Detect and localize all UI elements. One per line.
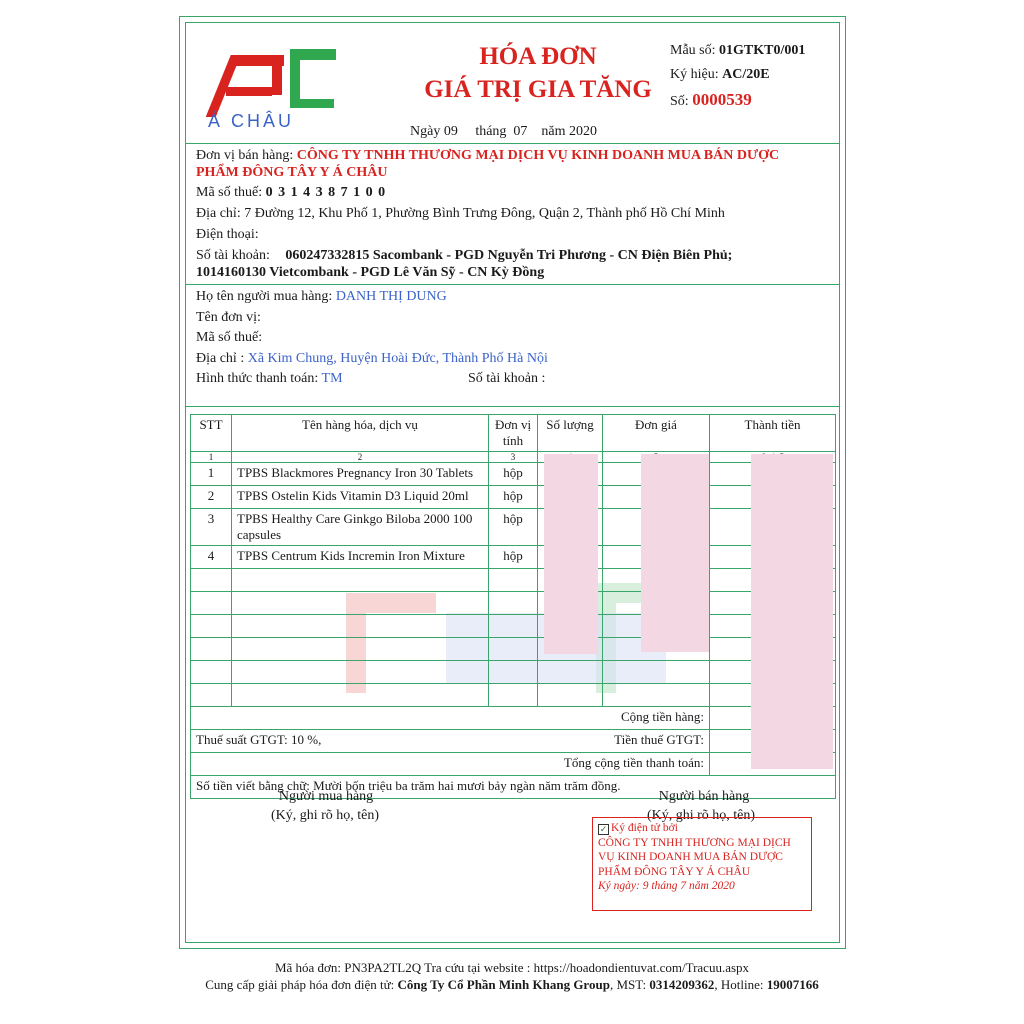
seller-address-label: Địa chỉ: bbox=[196, 206, 241, 221]
vat-amount-label: Tiền thuế GTGT: bbox=[489, 730, 710, 753]
buyer-signature-note: (Ký, ghi rõ họ, tên) bbox=[270, 808, 380, 823]
footer-lookup-line: Mã hóa đơn: PN3PA2TL2Q Tra cứu tại website : https://hoadondientuvat.com/Tracuu.aspx bbox=[274, 960, 750, 975]
stamp-date: Ký ngày: 9 tháng 7 năm 2020 bbox=[598, 880, 735, 892]
row-name: TPBS Healthy Care Ginkgo Biloba 2000 100 capsules bbox=[232, 509, 489, 546]
row-unit: hộp bbox=[489, 509, 538, 546]
number-label: Số: bbox=[670, 94, 689, 109]
number-value: 0000539 bbox=[692, 90, 752, 109]
row-stt: 3 bbox=[191, 509, 232, 546]
buyer-name-value: DANH THỊ DUNG bbox=[335, 289, 447, 304]
footer-provider-prefix: Cung cấp giải pháp hóa đơn điện tử: bbox=[205, 977, 395, 992]
footer-mst-label: , MST: bbox=[609, 977, 647, 992]
buyer-address-value: Xã Kim Chung, Huyện Hoài Đức, Thành Phố Hà Nội bbox=[247, 351, 548, 366]
buyer-address bbox=[196, 351, 548, 367]
redacted-quantity bbox=[544, 454, 598, 654]
grand-total-row bbox=[191, 753, 836, 776]
buyer-name-label: Họ tên người mua hàng: bbox=[196, 289, 333, 304]
seller-account-line1: 060247332815 Sacombank - PGD Nguyễn Tri Phương - CN Điện Biên Phủ; bbox=[285, 248, 733, 263]
table-row bbox=[191, 486, 836, 509]
buyer-payment bbox=[196, 371, 343, 387]
seller-address-value: 7 Đường 12, Khu Phố 1, Phường Bình Trưng Đông, Quận 2, Thành phố Hồ Chí Minh bbox=[244, 206, 725, 221]
subtotal-label: Cộng tiền hàng: bbox=[191, 707, 710, 730]
row-unit: hộp bbox=[489, 546, 538, 569]
amount-in-words: Số tiền viết bằng chữ: Mười bốn triệu ba trăm hai mươi bảy ngàn năm trăm đồng. bbox=[191, 776, 836, 799]
divider bbox=[186, 406, 839, 407]
col-number: 3 bbox=[489, 452, 538, 463]
empty-row bbox=[191, 569, 836, 592]
footer-hotline-label: , Hotline: bbox=[714, 977, 764, 992]
footer-hotline-value: 19007166 bbox=[766, 977, 819, 992]
buyer-name bbox=[196, 289, 447, 305]
buyer-address-label: Địa chỉ : bbox=[196, 351, 245, 366]
form-label: Mẫu số: bbox=[670, 43, 716, 58]
buyer-tax-label: Mã số thuế: bbox=[196, 330, 263, 345]
divider bbox=[186, 284, 839, 285]
row-unit: hộp bbox=[489, 463, 538, 486]
col-number: 1 bbox=[191, 452, 232, 463]
row-stt: 4 bbox=[191, 546, 232, 569]
grand-total-label: Tổng cộng tiền thanh toán: bbox=[191, 753, 710, 776]
empty-row bbox=[191, 638, 836, 661]
digital-signature-stamp bbox=[592, 817, 812, 911]
seller-unit-name-line1: CÔNG TY TNHH THƯƠNG MẠI DỊCH VỤ KINH DOANH MUA BÁN DƯỢC bbox=[296, 148, 780, 163]
seller-account bbox=[196, 248, 732, 264]
empty-row bbox=[191, 661, 836, 684]
table-row bbox=[191, 509, 836, 546]
form-number bbox=[670, 43, 805, 59]
seller-account-line2: 1014160130 Vietcombank - PGD Lê Văn Sỹ - CN Kỳ Đồng bbox=[196, 265, 545, 280]
stamp-company: CÔNG TY TNHH THƯƠNG MẠI DỊCH VỤ KINH DOANH MUA BÁN DƯỢC PHẨM ĐÔNG TÂY Y Á CHÂU bbox=[598, 836, 791, 878]
buyer-payment-label: Hình thức thanh toán: bbox=[196, 371, 319, 386]
invoice-title-line2: GIÁ TRỊ GIA TĂNG bbox=[424, 76, 652, 103]
table-header-row bbox=[191, 415, 836, 452]
seller-tax-value: 0 3 1 4 3 8 7 1 0 0 bbox=[265, 185, 387, 200]
form-value: 01GTKT0/001 bbox=[719, 43, 806, 58]
buyer-payment-value: TM bbox=[321, 371, 343, 386]
col-unit: Đơn vị tính bbox=[489, 415, 538, 452]
row-name: TPBS Centrum Kids Incremin Iron Mixture bbox=[232, 546, 489, 569]
seller-signature-note: (Ký, ghi rõ họ, tên) bbox=[646, 808, 756, 823]
invoice-inner-frame bbox=[185, 22, 840, 943]
invoice-date: Ngày 09 tháng 07 năm 2020 bbox=[410, 124, 598, 139]
vat-rate-label: Thuế suất GTGT: 10 %, bbox=[191, 730, 489, 753]
col-name: Tên hàng hóa, dịch vụ bbox=[232, 415, 489, 452]
row-stt: 2 bbox=[191, 486, 232, 509]
invoice-number bbox=[670, 90, 752, 110]
seller-tax bbox=[196, 185, 386, 201]
items-table bbox=[190, 414, 836, 799]
vat-row bbox=[191, 730, 836, 753]
buyer-account-label: Số tài khoản : bbox=[468, 371, 546, 386]
seller-unit-label: Đơn vị bán hàng: bbox=[196, 148, 294, 163]
stamp-header bbox=[598, 821, 806, 836]
a-chau-logo bbox=[206, 47, 336, 129]
row-name: TPBS Blackmores Pregnancy Iron 30 Tablets bbox=[232, 463, 489, 486]
symbol-value: AC/20E bbox=[722, 67, 770, 82]
symbol bbox=[670, 67, 770, 83]
invoice-title-line1: HÓA ĐƠN bbox=[479, 43, 597, 70]
empty-row bbox=[191, 615, 836, 638]
footer-provider-name: Công Ty Cổ Phần Minh Khang Group bbox=[397, 977, 610, 992]
seller-tax-label: Mã số thuế: bbox=[196, 185, 263, 200]
stamp-line1: Ký điện tử bởi bbox=[611, 822, 678, 834]
col-qty: Số lượng bbox=[538, 415, 603, 452]
seller-phone-label: Điện thoại: bbox=[196, 227, 259, 242]
col-amount: Thành tiền bbox=[710, 415, 836, 452]
seller-unit-name-line2: PHẨM ĐÔNG TÂY Y Á CHÂU bbox=[196, 165, 388, 180]
row-unit: hộp bbox=[489, 486, 538, 509]
col-price: Đơn giá bbox=[603, 415, 710, 452]
symbol-label: Ký hiệu: bbox=[670, 67, 719, 82]
col-number: 2 bbox=[232, 452, 489, 463]
logo-text: Á CHÂU bbox=[208, 111, 295, 129]
row-stt: 1 bbox=[191, 463, 232, 486]
seller-account-label: Số tài khoản: bbox=[196, 248, 270, 263]
invoice-frame bbox=[179, 16, 846, 949]
divider bbox=[186, 143, 839, 144]
table-row bbox=[191, 546, 836, 569]
row-name: TPBS Ostelin Kids Vitamin D3 Liquid 20ml bbox=[232, 486, 489, 509]
col-stt: STT bbox=[191, 415, 232, 452]
buyer-signature-title: Người mua hàng bbox=[278, 789, 374, 804]
empty-row bbox=[191, 592, 836, 615]
footer-mst-value: 0314209362 bbox=[649, 977, 715, 992]
redacted-price bbox=[641, 454, 709, 652]
checkmark-icon: ✓ bbox=[599, 824, 608, 834]
seller-signature-title: Người bán hàng bbox=[658, 789, 750, 804]
buyer-unit-label: Tên đơn vị: bbox=[196, 310, 261, 325]
seller-unit bbox=[196, 148, 779, 164]
footer-provider-line bbox=[0, 977, 1024, 993]
seller-address bbox=[196, 206, 725, 222]
empty-row bbox=[191, 684, 836, 707]
table-row bbox=[191, 463, 836, 486]
redacted-amount bbox=[751, 454, 833, 769]
col-number-row bbox=[191, 452, 836, 463]
subtotal-row bbox=[191, 707, 836, 730]
